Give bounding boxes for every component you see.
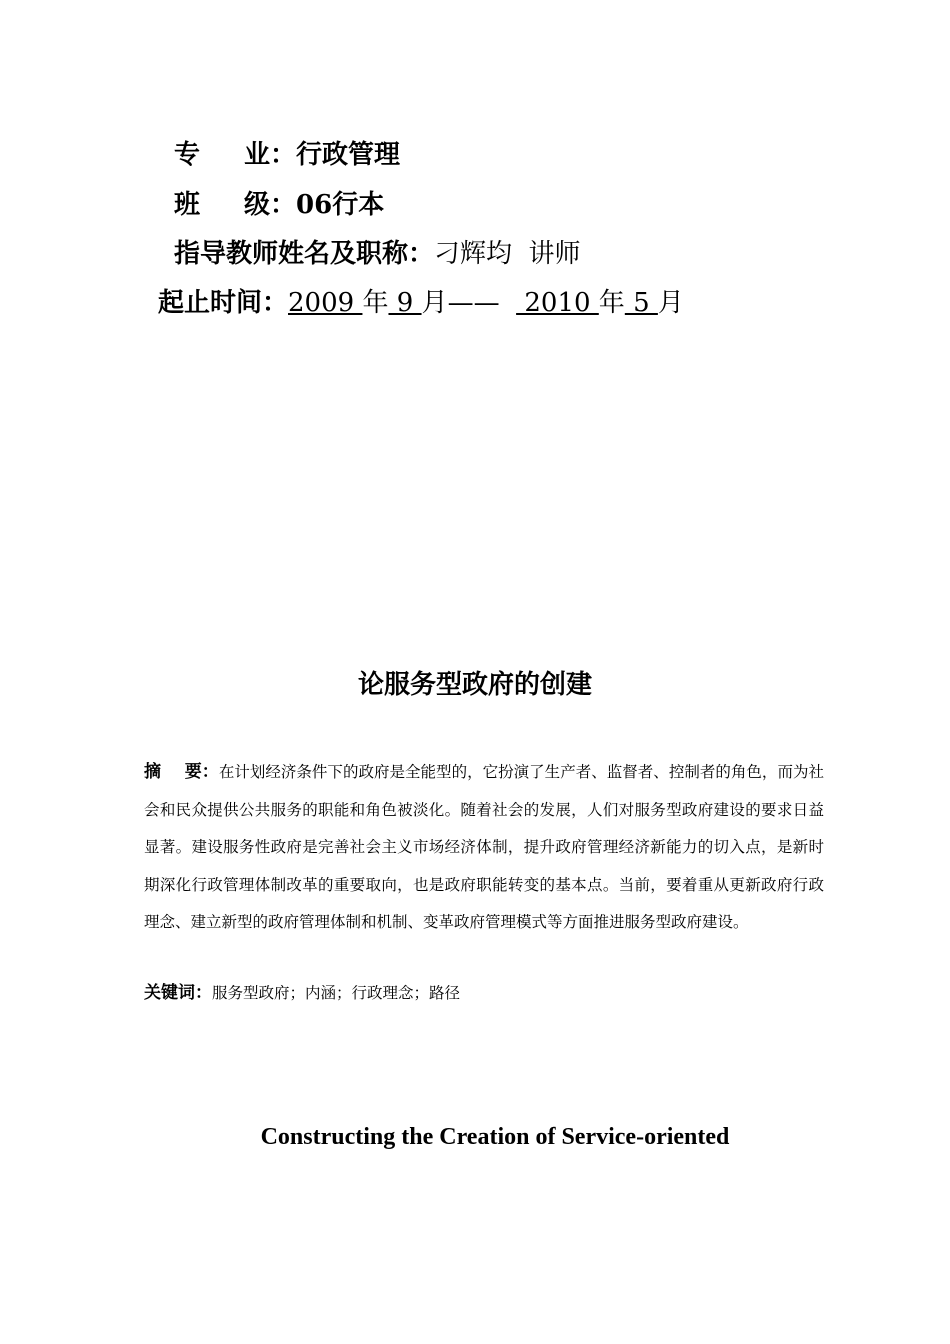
english-title: Constructing the Creation of Service-oriented [260, 1124, 730, 1150]
period-label: 起止时间： [158, 288, 289, 318]
abstract-paragraph [144, 754, 824, 942]
period-line [158, 282, 684, 319]
chinese-title: 论服务型政府的创建 [357, 670, 592, 700]
abstract-text: 在计划经济条件下的政府是全能型的，它扮演了生产者、监督者、控制者的角色，而为社会和民众提供公共服务的职能和角色被淡化。随着社会的发展，人们对服务型政府建设的要求日益显著。建设服务性政府是完善社会主义市场经济体制，提升政府管理经济新能力的切入点，是新时期深化行政管理体制改革的重要取向，也是政府职能转变的基本点。当前，要着重从更新政府行政理念、建立新型的政府管理体制和机制、变革政府管理模式等方面推进服务型政府建设。 [144, 763, 824, 931]
keywords-line [144, 978, 460, 1003]
major-label-b: 业： [244, 140, 297, 170]
class-line [174, 184, 384, 221]
year-char-1: 年 [362, 288, 389, 318]
year-char-2: 年 [598, 288, 625, 318]
month-char-1: 月 [421, 288, 448, 318]
class-label-a: 班 [174, 190, 201, 220]
keywords-lead: 关键词： [144, 983, 212, 1003]
advisor-label: 指导教师姓名及职称： [174, 239, 435, 269]
advisor-line [174, 233, 581, 270]
major-label-a: 专 [174, 140, 201, 170]
class-label-b: 级： [244, 190, 297, 220]
end-month: 5 [624, 288, 658, 318]
start-month: 9 [388, 288, 422, 318]
end-year: 2010 [516, 288, 599, 318]
period-dash: —— [447, 288, 517, 318]
major-value: 行政管理 [296, 140, 401, 170]
major-line [174, 134, 400, 171]
keywords-text: 服务型政府；内涵；行政理念；路径 [212, 984, 461, 1002]
abstract-lead: 摘 要： [144, 762, 219, 782]
advisor-value: 刁辉均 讲师 [434, 239, 581, 269]
start-year: 2009 [288, 288, 363, 318]
class-value: 06行本 [296, 190, 385, 220]
month-char-2: 月 [657, 288, 684, 318]
